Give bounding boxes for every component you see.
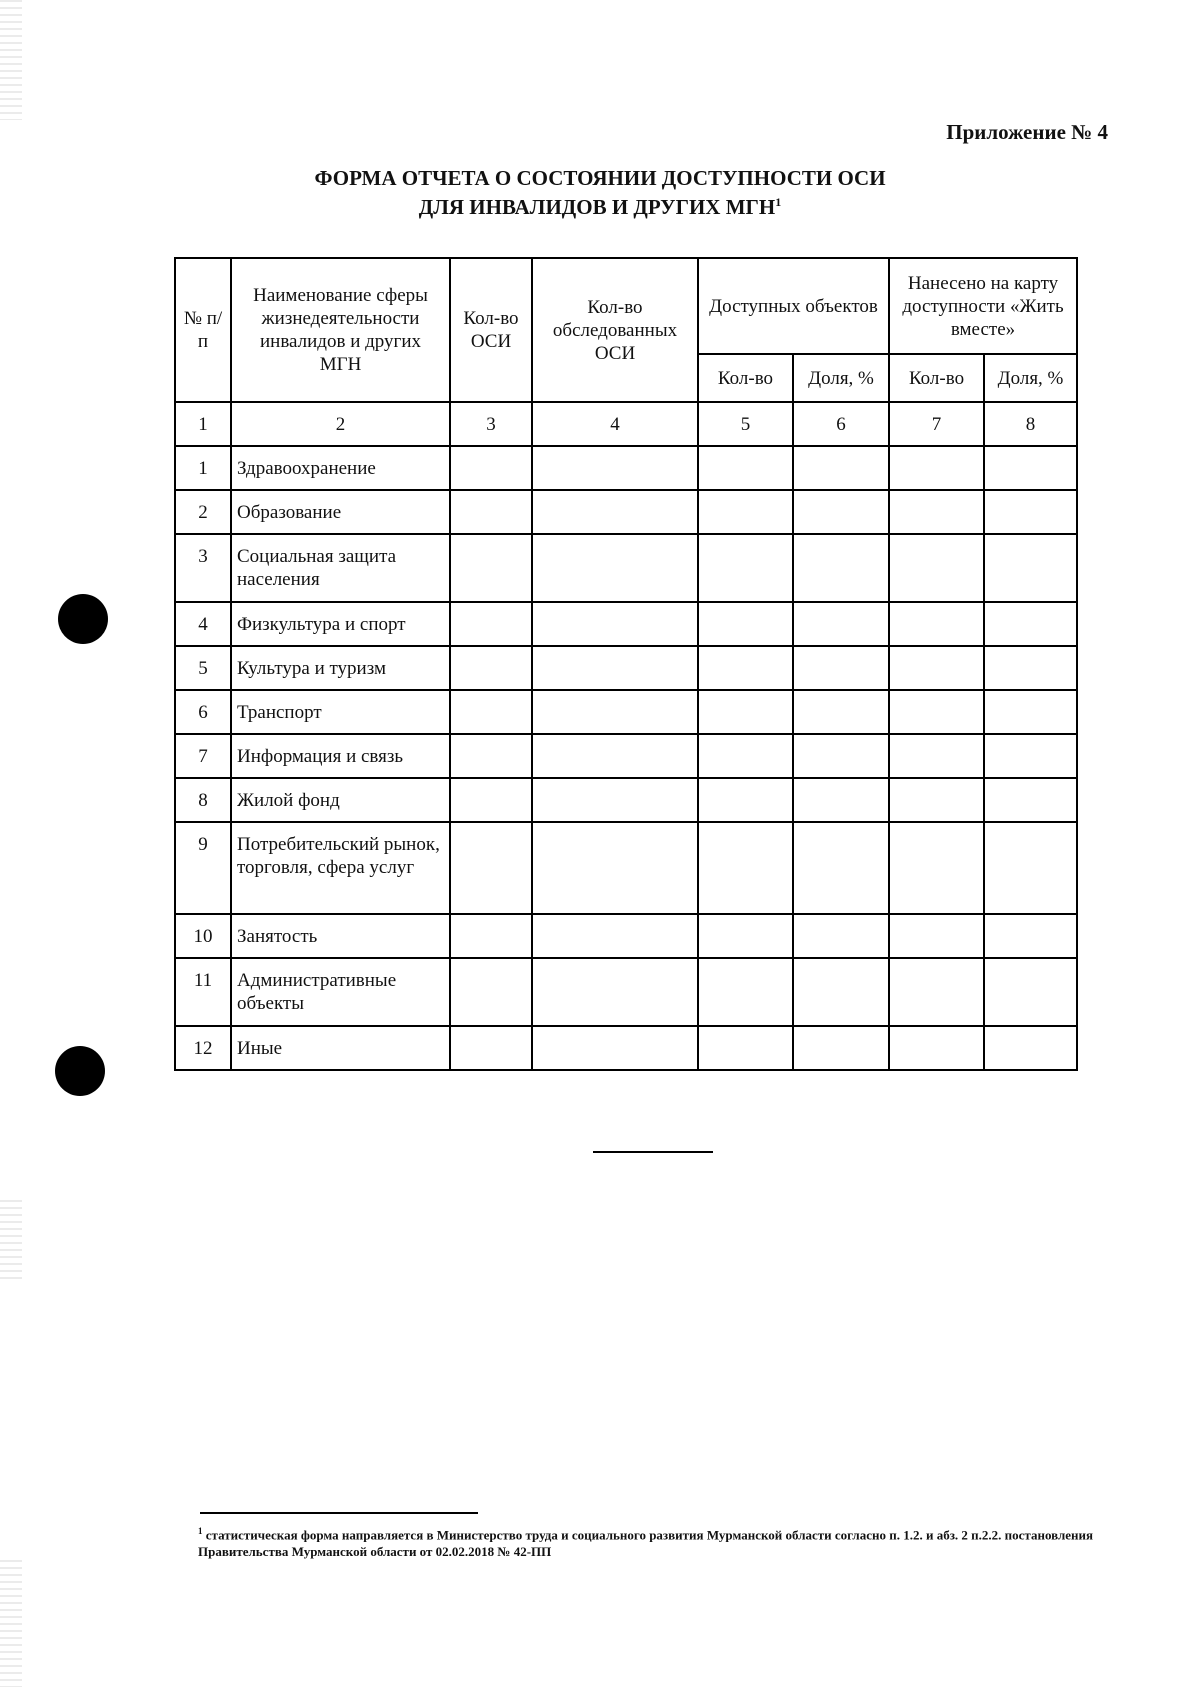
row-sphere-name: Социальная защита населения: [231, 534, 450, 602]
row-number: 1: [175, 446, 231, 490]
accessible-share-cell: [793, 690, 889, 734]
row-number: 3: [175, 534, 231, 602]
osi-count-cell: [450, 446, 532, 490]
header-accessible-count: Кол-во: [698, 354, 793, 402]
row-number: 4: [175, 602, 231, 646]
header-num: № п/п: [175, 258, 231, 402]
map-count-cell: [889, 534, 984, 602]
accessible-count-cell: [698, 958, 793, 1026]
row-sphere-name: Иные: [231, 1026, 450, 1070]
map-count-cell: [889, 734, 984, 778]
accessible-count-cell: [698, 690, 793, 734]
row-number: 6: [175, 690, 231, 734]
accessible-share-cell: [793, 490, 889, 534]
scan-edge-noise-top: [0, 0, 22, 120]
table-row: [175, 446, 1077, 490]
map-share-cell: [984, 1026, 1077, 1070]
row-sphere-name: Здравоохранение: [231, 446, 450, 490]
row-sphere-name: Культура и туризм: [231, 646, 450, 690]
map-count-cell: [889, 646, 984, 690]
table-row: [175, 778, 1077, 822]
osi-count-cell: [450, 534, 532, 602]
table-row: [175, 646, 1077, 690]
surveyed-count-cell: [532, 490, 698, 534]
separator-line: [593, 1151, 713, 1153]
osi-count-cell: [450, 602, 532, 646]
accessible-share-cell: [793, 958, 889, 1026]
map-share-cell: [984, 446, 1077, 490]
map-count-cell: [889, 490, 984, 534]
accessible-count-cell: [698, 534, 793, 602]
map-share-cell: [984, 778, 1077, 822]
surveyed-count-cell: [532, 822, 698, 914]
column-number-cell: 5: [698, 402, 793, 446]
row-sphere-name: Физкультура и спорт: [231, 602, 450, 646]
punch-hole-lower: [55, 1046, 105, 1096]
surveyed-count-cell: [532, 1026, 698, 1070]
column-number-row: [175, 402, 1077, 446]
row-number: 2: [175, 490, 231, 534]
header-surveyed-count: Кол-во обследованных ОСИ: [532, 258, 698, 402]
osi-count-cell: [450, 1026, 532, 1070]
accessibility-report-table: [174, 257, 1078, 1071]
scan-edge-noise-bottom: [0, 1560, 22, 1687]
header-sphere: Наименование сферы жизнедеятельности инвалидов и других МГН: [231, 258, 450, 402]
osi-count-cell: [450, 958, 532, 1026]
row-number: 10: [175, 914, 231, 958]
row-number: 5: [175, 646, 231, 690]
map-count-cell: [889, 446, 984, 490]
map-share-cell: [984, 822, 1077, 914]
column-number-cell: 2: [231, 402, 450, 446]
accessible-count-cell: [698, 446, 793, 490]
header-map-share: Доля, %: [984, 354, 1077, 402]
map-share-cell: [984, 690, 1077, 734]
osi-count-cell: [450, 646, 532, 690]
row-number: 7: [175, 734, 231, 778]
accessible-count-cell: [698, 602, 793, 646]
table-row: [175, 914, 1077, 958]
table-row: [175, 690, 1077, 734]
table-row: [175, 490, 1077, 534]
accessible-share-cell: [793, 602, 889, 646]
footnote: [198, 1523, 1098, 1560]
map-count-cell: [889, 958, 984, 1026]
surveyed-count-cell: [532, 914, 698, 958]
accessible-share-cell: [793, 778, 889, 822]
header-osi-count: Кол-во ОСИ: [450, 258, 532, 402]
accessible-count-cell: [698, 734, 793, 778]
column-number-cell: 8: [984, 402, 1077, 446]
row-sphere-name: Административные объекты: [231, 958, 450, 1026]
title-line-2: [0, 190, 1200, 219]
surveyed-count-cell: [532, 734, 698, 778]
column-number-cell: 4: [532, 402, 698, 446]
table-row: [175, 534, 1077, 602]
accessible-share-cell: [793, 914, 889, 958]
osi-count-cell: [450, 690, 532, 734]
header-accessible-group: Доступных объектов: [698, 258, 889, 354]
accessible-count-cell: [698, 822, 793, 914]
osi-count-cell: [450, 778, 532, 822]
osi-count-cell: [450, 914, 532, 958]
accessible-count-cell: [698, 646, 793, 690]
osi-count-cell: [450, 734, 532, 778]
column-number-cell: 6: [793, 402, 889, 446]
document-title: [0, 166, 1200, 219]
row-sphere-name: Образование: [231, 490, 450, 534]
surveyed-count-cell: [532, 778, 698, 822]
row-number: 12: [175, 1026, 231, 1070]
table-row: [175, 734, 1077, 778]
osi-count-cell: [450, 822, 532, 914]
map-count-cell: [889, 690, 984, 734]
title-footnote-mark: 1: [775, 195, 782, 209]
surveyed-count-cell: [532, 646, 698, 690]
map-share-cell: [984, 602, 1077, 646]
surveyed-count-cell: [532, 690, 698, 734]
footnote-text: статистическая форма направляется в Министерство труда и социального развития Мурманской области согласно п. 1.2. и абз. 2 п.2.2. постановления Правительства Мурманской области от 02.02.2018 № 42-ПП: [198, 1527, 1094, 1560]
map-count-cell: [889, 822, 984, 914]
accessible-count-cell: [698, 914, 793, 958]
map-count-cell: [889, 1026, 984, 1070]
title-line-2-text: ДЛЯ ИНВАЛИДОВ И ДРУГИХ МГН: [418, 195, 776, 219]
punch-hole-upper: [58, 594, 108, 644]
row-number: 8: [175, 778, 231, 822]
column-number-cell: 3: [450, 402, 532, 446]
row-sphere-name: Жилой фонд: [231, 778, 450, 822]
accessible-share-cell: [793, 446, 889, 490]
surveyed-count-cell: [532, 534, 698, 602]
scan-edge-noise-middle: [0, 1200, 22, 1280]
accessible-share-cell: [793, 734, 889, 778]
accessible-share-cell: [793, 534, 889, 602]
map-share-cell: [984, 490, 1077, 534]
report-table-body: [175, 446, 1077, 1070]
header-map-count: Кол-во: [889, 354, 984, 402]
surveyed-count-cell: [532, 958, 698, 1026]
row-sphere-name: Потребительский рынок, торговля, сфера услуг: [231, 822, 450, 914]
row-sphere-name: Транспорт: [231, 690, 450, 734]
map-share-cell: [984, 734, 1077, 778]
map-share-cell: [984, 646, 1077, 690]
table-row: [175, 1026, 1077, 1070]
row-sphere-name: Информация и связь: [231, 734, 450, 778]
table-row: [175, 822, 1077, 914]
accessible-share-cell: [793, 1026, 889, 1070]
table-row: [175, 602, 1077, 646]
row-number: 11: [175, 958, 231, 1026]
map-count-cell: [889, 602, 984, 646]
surveyed-count-cell: [532, 446, 698, 490]
header-accessible-share: Доля, %: [793, 354, 889, 402]
surveyed-count-cell: [532, 602, 698, 646]
osi-count-cell: [450, 490, 532, 534]
row-sphere-name: Занятость: [231, 914, 450, 958]
accessible-share-cell: [793, 822, 889, 914]
map-share-cell: [984, 534, 1077, 602]
accessible-count-cell: [698, 490, 793, 534]
column-number-cell: 1: [175, 402, 231, 446]
table-row: [175, 958, 1077, 1026]
map-share-cell: [984, 914, 1077, 958]
column-number-cell: 7: [889, 402, 984, 446]
header-map-group: Нанесено на карту доступности «Жить вместе»: [889, 258, 1077, 354]
footnote-rule: [200, 1512, 478, 1514]
footnote-mark: 1: [198, 1526, 203, 1536]
header-row-main: [175, 258, 1077, 354]
row-number: 9: [175, 822, 231, 914]
map-count-cell: [889, 778, 984, 822]
accessible-share-cell: [793, 646, 889, 690]
appendix-label: Приложение № 4: [946, 120, 1108, 144]
title-line-1: ФОРМА ОТЧЕТА О СОСТОЯНИИ ДОСТУПНОСТИ ОСИ: [314, 166, 886, 190]
accessible-count-cell: [698, 778, 793, 822]
accessible-count-cell: [698, 1026, 793, 1070]
map-count-cell: [889, 914, 984, 958]
map-share-cell: [984, 958, 1077, 1026]
